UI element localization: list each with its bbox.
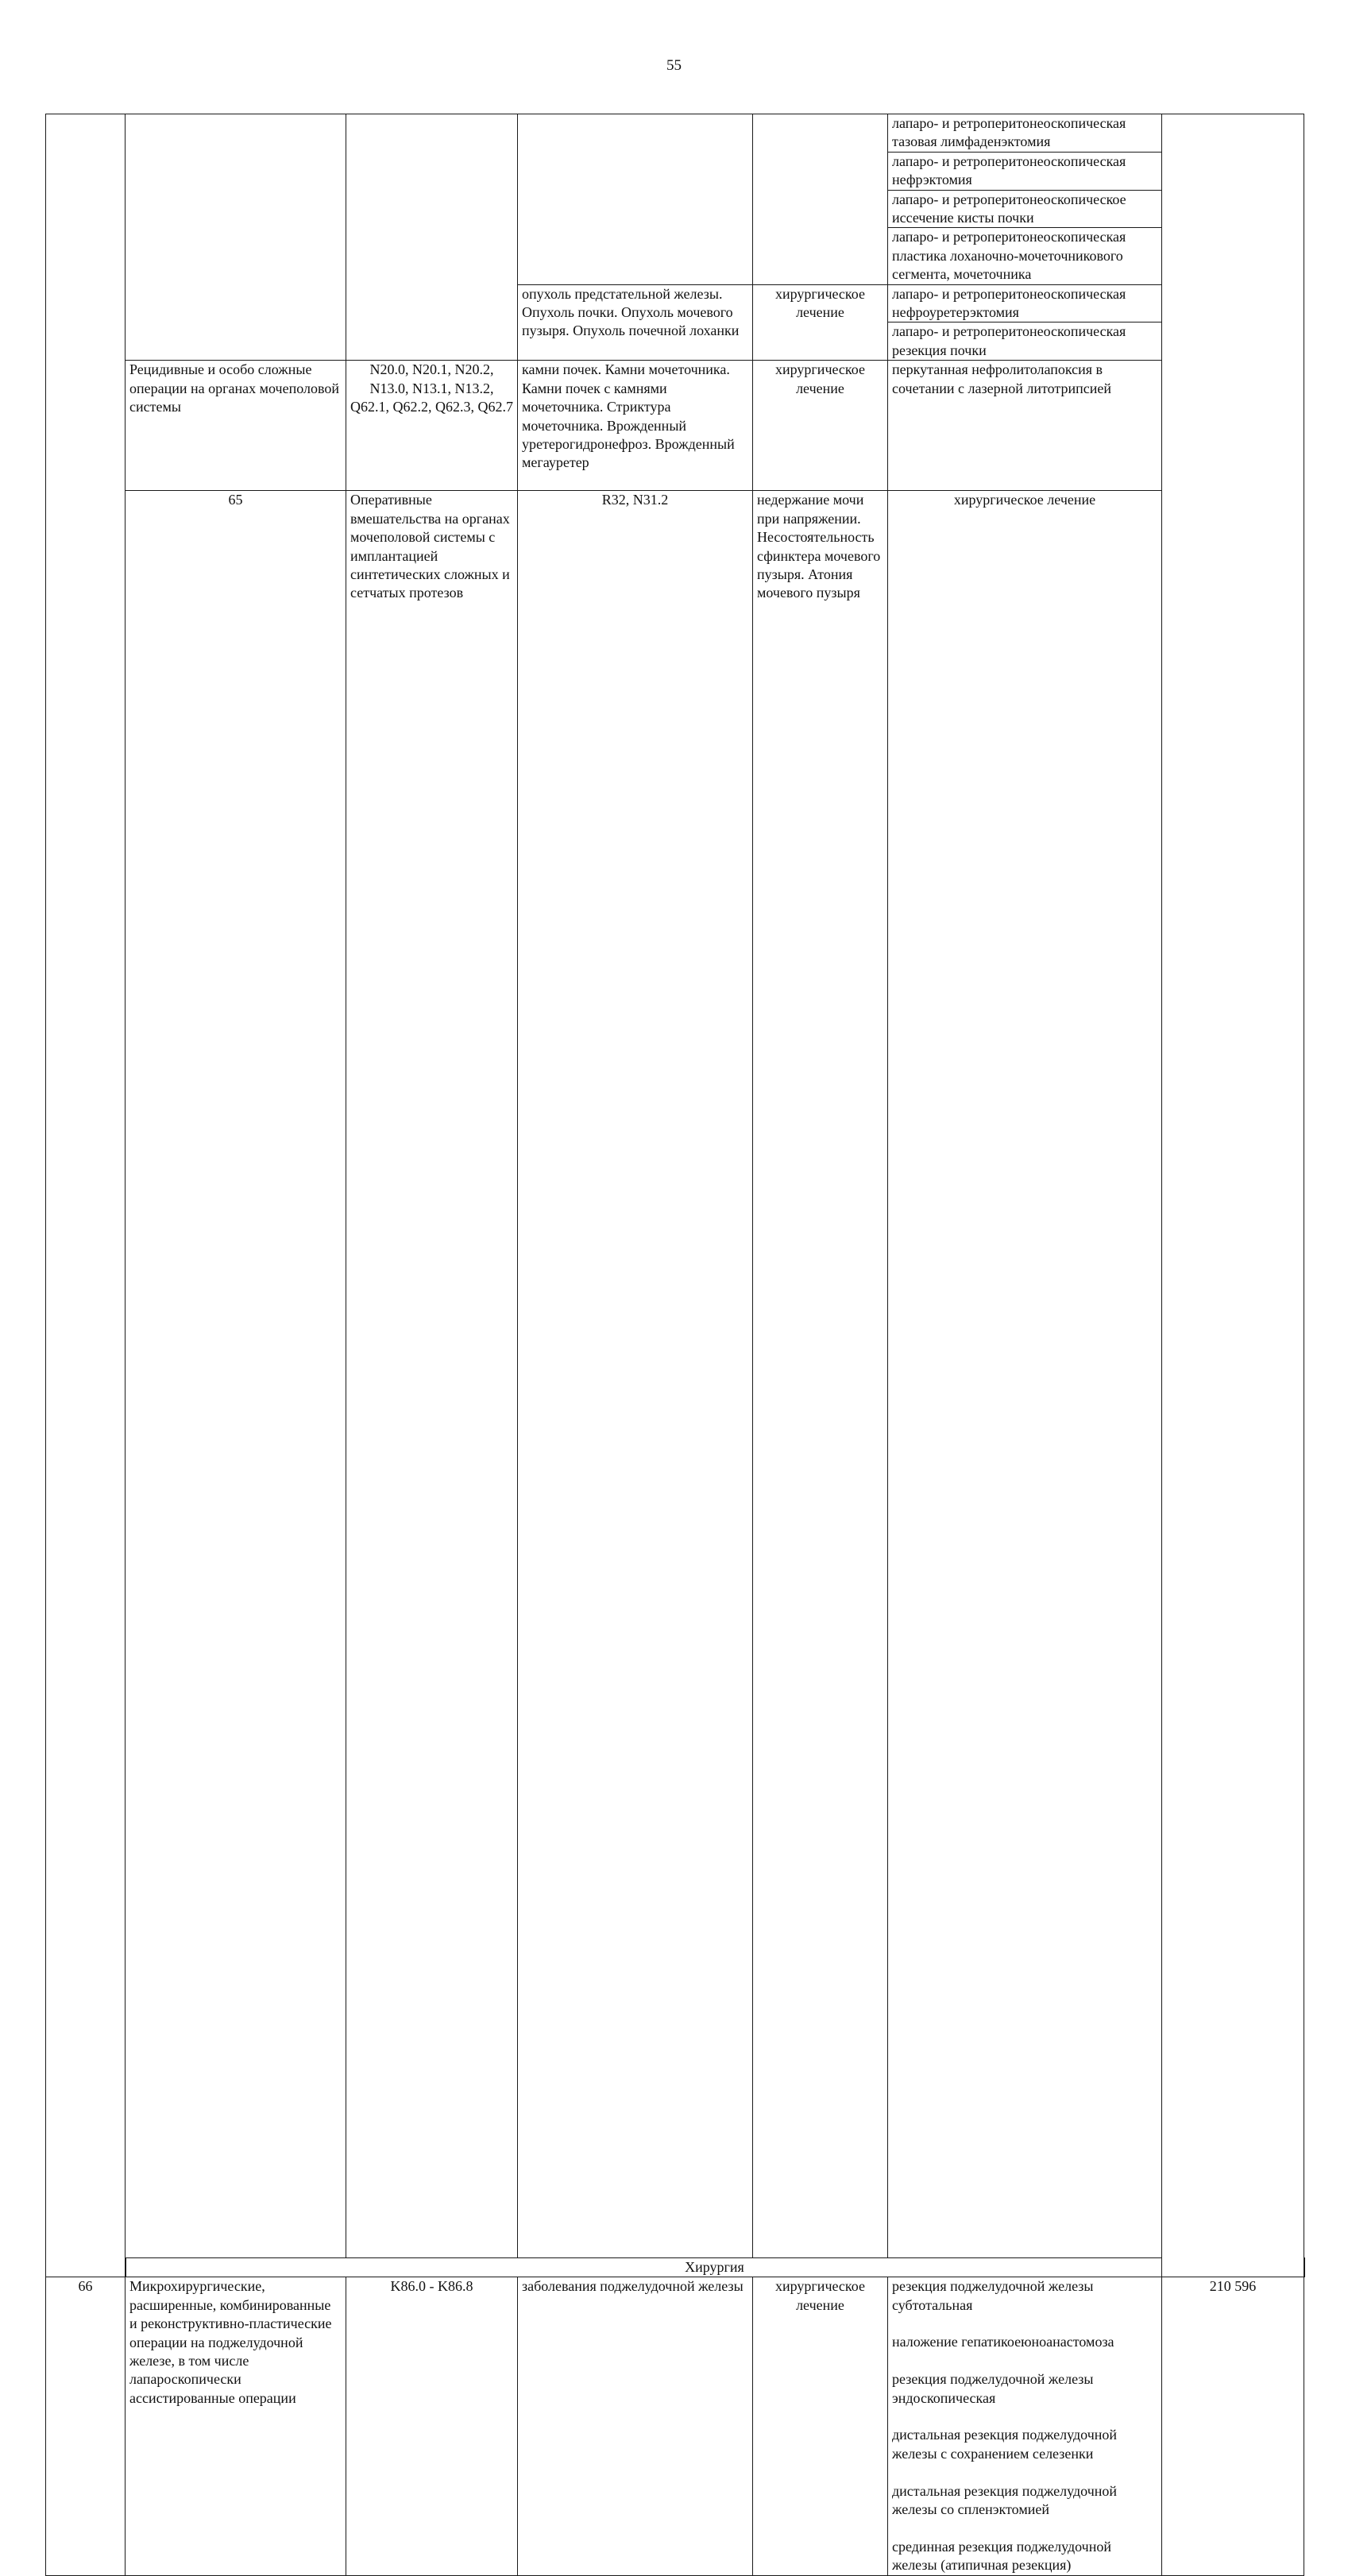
section-title: Хирургия — [126, 2257, 1304, 2277]
cell-codes-continued — [346, 114, 518, 361]
cell-codes: K86.0 - K86.8 — [346, 2277, 518, 2575]
cell-method: лапаро- и ретроперитонеоскопическая нефроуретерэктомия — [888, 284, 1162, 322]
cell-cost: 210 596 — [1162, 2277, 1304, 2575]
cell-methods-list — [888, 2277, 1162, 2575]
page-number: 55 — [666, 57, 682, 74]
cell-name-continued — [126, 114, 346, 361]
section-row — [46, 2257, 1304, 2277]
cell-model-continued — [518, 114, 753, 285]
cell-name: Оперативные вмешательства на органах мочеполовой системы с имплантацией синтетических сложных и сетчатых протезов — [346, 491, 518, 2258]
cell-num-continued — [46, 114, 126, 2277]
cell-method: перкутанная нефролитолапоксия в сочетании с лазерной литотрипсией — [888, 361, 1162, 491]
method-item: дистальная резекция поджелудочной железы с сохранением селезенки — [892, 2427, 1118, 2462]
cell-codes: R32, N31.2 — [518, 491, 753, 2258]
cell-treatment: хирургическое лечение — [888, 491, 1162, 2258]
cell-treatment: хирургическое лечение — [753, 2277, 888, 2575]
procedures-table — [45, 114, 1304, 2576]
method-item: дистальная резекция поджелудочной железы со спленэктомией — [892, 2482, 1118, 2518]
cell-model: заболевания поджелудочной железы — [518, 2277, 753, 2575]
method-item: резекция поджелудочной железы субтотальная — [892, 2278, 1094, 2313]
method-item: резекция поджелудочной железы эндоскопическая — [892, 2371, 1094, 2406]
cell-name: Микрохирургические, расширенные, комбинированные и реконструктивно-пластические операции на поджелудочной железе, в том числе лапароскопически ассистированные операции — [126, 2277, 346, 2575]
cell-num: 65 — [126, 491, 346, 2258]
cell-method: лапаро- и ретроперитонеоскопическая тазовая лимфаденэктомия — [888, 114, 1162, 153]
method-item: наложение гепатикоеюноанастомоза — [892, 2334, 1114, 2350]
cell-name: Рецидивные и особо сложные операции на органах мочеполовой системы — [126, 361, 346, 491]
cell-model: камни почек. Камни мочеточника. Камни почек с камнями мочеточника. Стриктура мочеточника. Врожденный уретерогидронефроз. Врожденный мегауретер — [518, 361, 753, 491]
table-row-66 — [46, 2277, 1304, 2575]
method-item: срединная резекция поджелудочной железы (атипичная резекция) — [892, 2538, 1111, 2574]
cell-cost-continued — [1162, 114, 1304, 2277]
cell-codes: N20.0, N20.1, N20.2, N13.0, N13.1, N13.2, Q62.1, Q62.2, Q62.3, Q62.7 — [346, 361, 518, 491]
cell-method: лапаро- и ретроперитонеоскопическая пластика лоханочно-мочеточникового сегмента, мочеточника — [888, 228, 1162, 284]
table-row — [46, 114, 1304, 153]
cell-model: опухоль предстательной железы. Опухоль почки. Опухоль мочевого пузыря. Опухоль почечной лоханки — [518, 284, 753, 361]
cell-model: недержание мочи при напряжении. Несостоятельность сфинктера мочевого пузыря. Атония мочевого пузыря — [753, 491, 888, 2258]
cell-method: лапаро- и ретроперитонеоскопическое иссечение кисты почки — [888, 190, 1162, 228]
cell-treatment-continued — [753, 114, 888, 285]
cell-method: лапаро- и ретроперитонеоскопическая резекция почки — [888, 322, 1162, 361]
cell-num: 66 — [46, 2277, 126, 2575]
table-row — [46, 361, 1304, 491]
cell-treatment: хирургическое лечение — [753, 284, 888, 361]
table-row-65 — [46, 491, 1304, 2258]
cell-treatment: хирургическое лечение — [753, 361, 888, 491]
cell-method: лапаро- и ретроперитонеоскопическая нефрэктомия — [888, 152, 1162, 190]
